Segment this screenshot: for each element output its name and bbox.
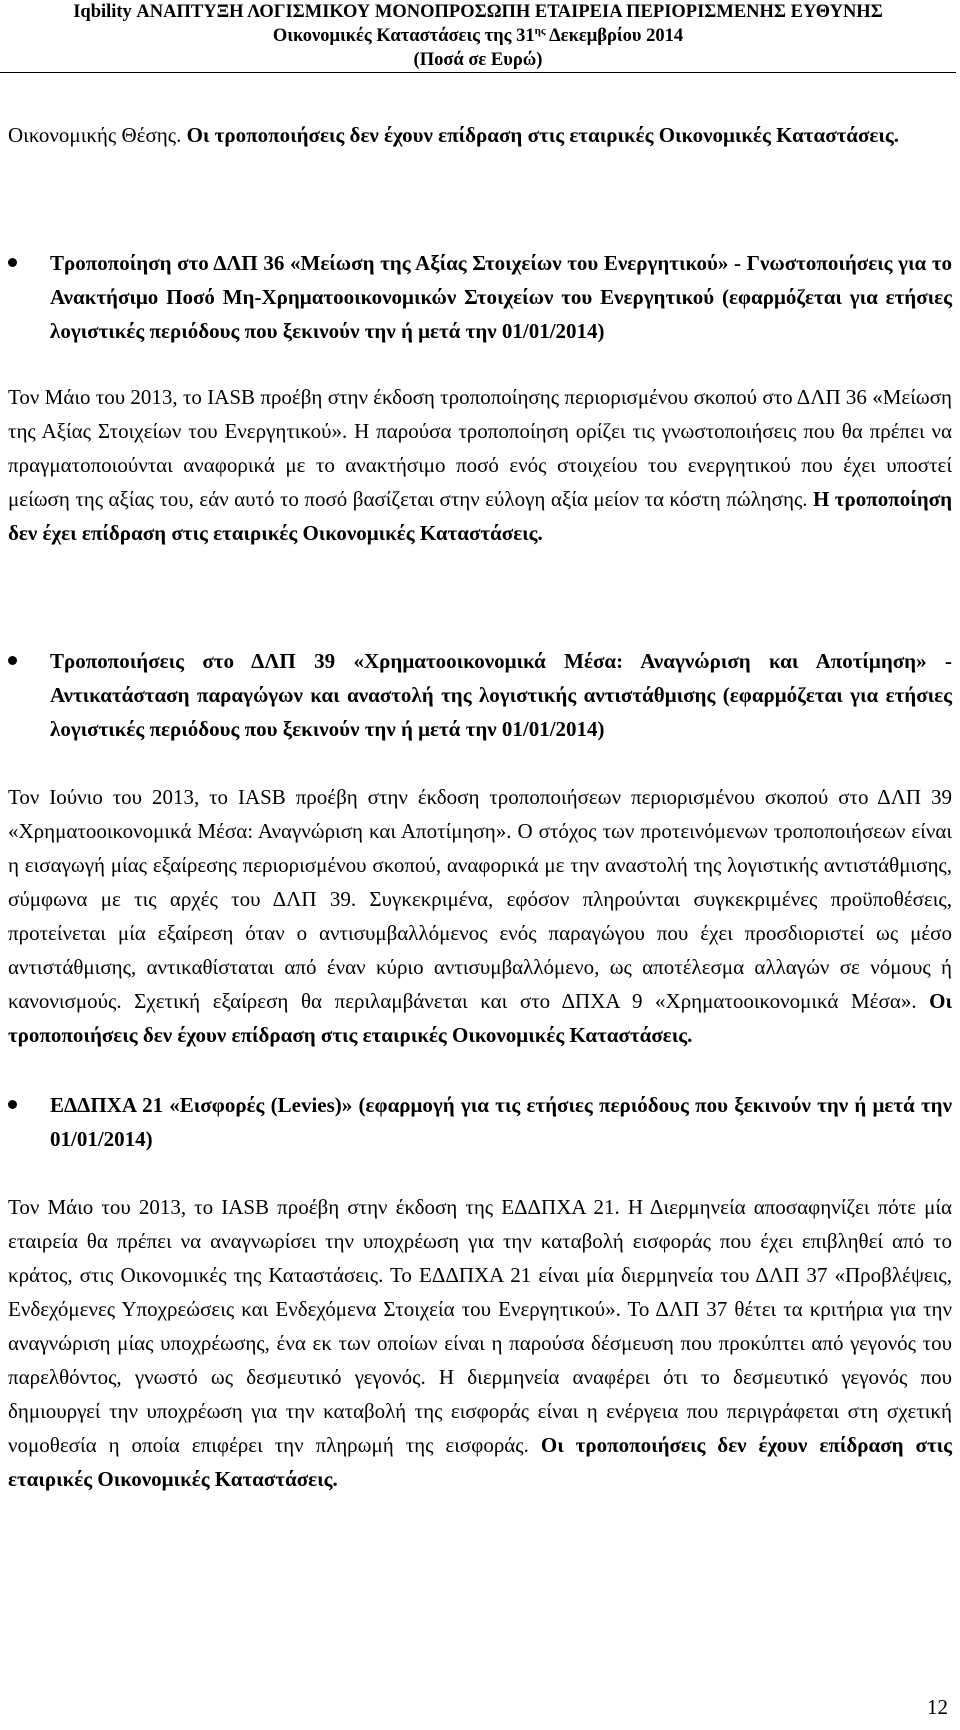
page-number: 12 <box>927 1695 948 1719</box>
intro-paragraph: Οικονομικής Θέσης. Οι τροποποιήσεις δεν έχουν επίδραση στις εταιρικές Οικονομικές Καταστάσεις. <box>8 123 900 147</box>
bullet-icon <box>8 1100 17 1109</box>
currency-note: (Ποσά σε Ευρώ) <box>413 50 543 70</box>
page-header <box>0 0 956 72</box>
statements-title: Οικονομικές Καταστάσεις της $31^{\eta\varsigma}$ Δεκεμβρίου 2014 <box>272 24 684 46</box>
company-name: Iqbility ΑΝΑΠΤΥΞΗ ΛΟΓΙΣΜΙΚΟΥ ΜΟΝΟΠΡΟΣΩΠΗ ΕΤΑΙΡΕΙΑ ΠΕΡΙΟΡΙΣΜΕΝΗΣ ΕΥΘΥΝΗΣ <box>73 2 883 22</box>
section-body-ifric21: Τον Μάιο του 2013, το IASB προέβη στην έκδοση της ΕΔΔΠΧΑ 21. Η Διερμηνεία αποσαφηνίζει πότε μία εταιρεία θα πρέπει να αναγνωρίσει την υποχρέωση για την καταβολή εισφοράς που έχει επιβληθεί από το κράτος, στις Οικονομικές της Καταστάσεις. Το ΕΔΔΠΧΑ 21 είναι μία διερμηνεία του ΔΛΠ 37 «Προβλέψεις, Ενδεχόμενες Υποχρεώσεις και Ενδεχόμενα Στοιχεία του Ενεργητικού». Το ΔΛΠ 37 θέτει τα κριτήρια για την αναγνώριση μίας υποχρέωσης, ένα εκ των οποίων είναι η παρούσα δέσμευση που προκύπτει από γεγονός του παρελθόντος, γνωστό ως δεσμευτικό γεγονός. Η διερμηνεία αναφέρει ότι το δεσμευτικό γεγονός που δημιουργεί την υποχρέωση για την καταβολή της εισφοράς είναι η ενέργεια που περιγράφεται στη σχετική νομοθεσία η οποία επιφέρει την πληρωμή της εισφοράς. Οι τροποποιήσεις δεν έχουν επίδραση στις εταιρικές Οικονομικές Καταστάσεις. <box>8 1195 952 1491</box>
section-heading-ifric21: ΕΔΔΠΧΑ 21 «Εισφορές (Levies)» (εφαρμογή για τις ετήσιες περιόδους που ξεκινούν την ή μετά την 01/01/2014) <box>8 1088 952 1156</box>
section-body-ias36: Τον Μάιο του 2013, το IASB προέβη στην έκδοση τροποποίησης περιορισμένου σκοπού στο ΔΛΠ 36 «Μείωση της Αξίας Στοιχείων του Ενεργητικού». Η παρούσα τροποποίηση ορίζει τις γνωστοποιήσεις που θα πρέπει να πραγματοποιούνται αναφορικά με το ανακτήσιμο ποσό ενός στοιχείου του ενεργητικού που έχει υποστεί μείωση της αξίας του, εάν αυτό το ποσό βασίζεται στην εύλογη αξία μείον τα κόστη πώλησης. Η τροποποίηση δεν έχει επίδραση στις εταιρικές Οικονομικές Καταστάσεις. <box>8 385 952 545</box>
header-divider <box>0 72 956 73</box>
section-heading-ias39: Τροποποιήσεις στο ΔΛΠ 39 «Χρηματοοικονομικά Μέσα: Αναγνώριση και Αποτίμηση» - Αντικατάσταση παραγώγων και αναστολή της λογιστικής αντιστάθμισης (εφαρμόζεται για ετήσιες λογιστικές περιόδους που ξεκινούν την ή μετά την 01/01/2014) <box>8 644 952 746</box>
bullet-icon <box>8 258 17 267</box>
section-body-ias39: Τον Ιούνιο του 2013, το IASB προέβη στην έκδοση τροποποιήσεων περιορισμένου σκοπού στο ΔΛΠ 39 «Χρηματοοικονομικά Μέσα: Αναγνώριση και Αποτίμηση». Ο στόχος των προτεινόμενων τροποποιήσεων είναι η εισαγωγή μίας εξαίρεσης περιορισμένου σκοπού, αναφορικά με την αναστολή της λογιστικής αντιστάθμισης, σύμφωνα με τις αρχές του ΔΛΠ 39. Συγκεκριμένα, εφόσον πληρούνται συγκεκριμένες προϋποθέσεις, προτείνεται μία εξαίρεση όταν ο αντισυμβαλλόμενος ενός παραγώγου που έχει προσδιοριστεί ως μέσο αντιστάθμισης, αντικαθίσταται από έναν κύριο αντισυμβαλλόμενο, ως αποτέλεσμα αλλαγών σε νόμους ή κανονισμούς. Σχετική εξαίρεση θα περιλαμβάνεται και στο ΔΠΧΑ 9 «Χρηματοοικονομικά Μέσα». Οι τροποποιήσεις δεν έχουν επίδραση στις εταιρικές Οικονομικές Καταστάσεις. <box>8 785 952 1047</box>
bullet-icon <box>8 656 17 665</box>
section-heading-ias36: Τροποποίηση στο ΔΛΠ 36 «Μείωση της Αξίας Στοιχείων του Ενεργητικού» - Γνωστοποιήσεις για το Ανακτήσιμο Ποσό Μη-Χρηματοοικονομικών Στοιχείων του Ενεργητικού (εφαρμόζεται για ετήσιες λογιστικές περιόδους που ξεκινούν την ή μετά την 01/01/2014) <box>8 246 952 348</box>
